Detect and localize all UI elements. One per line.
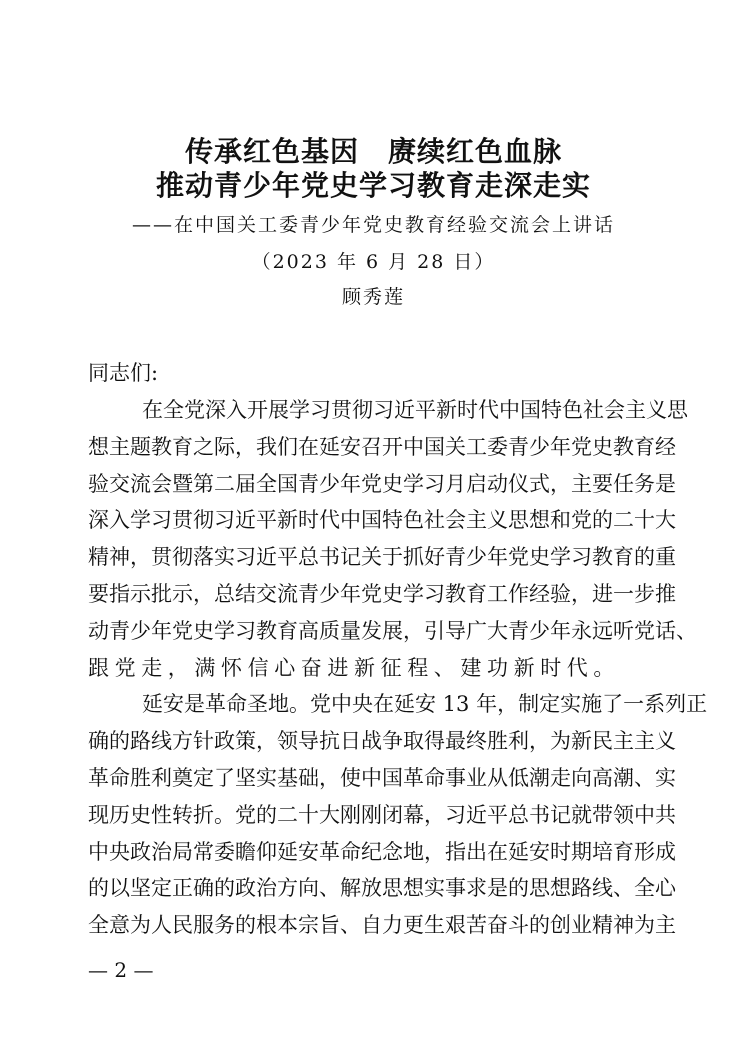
paragraph-line: 现历史性转折。党的二十大刚刚闭幕，习近平总书记就带领中共 (88, 803, 676, 827)
paragraph-line: 中央政治局常委瞻仰延安革命纪念地，指出在延安时期培育形成 (88, 840, 676, 864)
subtitle: ——在中国关工委青少年党史教育经验交流会上讲话 (131, 214, 615, 236)
paragraph-line: 验交流会暨第二届全国青少年党史学习月启动仪式，主要任务是 (88, 472, 676, 496)
paragraph-line: 要指示批示，总结交流青少年党史学习教育工作经验，进一步推 (88, 582, 676, 606)
paragraph-line: 想主题教育之际，我们在延安召开中国关工委青少年党史教育经 (88, 435, 676, 459)
speech-date: （2023 年 6 月 28 日） (251, 251, 496, 273)
paragraph-line: 的以坚定正确的政治方向、解放思想实事求是的思想路线、全心 (88, 876, 676, 900)
paragraph-line: 动青少年党史学习教育高质量发展，引导广大青少年永远听党话、 (88, 619, 697, 643)
page-number: — 2 — (88, 958, 154, 982)
author: 顾秀莲 (341, 286, 405, 308)
title-line-1: 传承红色基因 赓续红色血脉 (184, 135, 562, 168)
paragraph-line: 深入学习贯彻习近平新时代中国特色社会主义思想和党的二十大 (88, 508, 676, 532)
paragraph-line: 在全党深入开展学习贯彻习近平新时代中国特色社会主义思 (142, 398, 688, 422)
greeting: 同志们: (88, 361, 159, 385)
paragraph-line: 延安是革命圣地。党中央在延安 13 年，制定实施了一系列正 (142, 692, 708, 716)
paragraph-line: 精神，贯彻落实习近平总书记关于抓好青少年党史学习教育的重 (88, 545, 676, 569)
paragraph-line: 革命胜利奠定了坚实基础，使中国革命事业从低潮走向高潮、实 (88, 766, 676, 790)
paragraph-line: 确的路线方针政策，领导抗日战争取得最终胜利，为新民主主义 (88, 729, 676, 753)
paragraph-line: 全意为人民服务的根本宗旨、自力更生艰苦奋斗的创业精神为主 (88, 913, 676, 937)
paragraph-line: 跟党走，满怀信心奋进新征程、建功新时代。 (88, 656, 620, 680)
title-line-2: 推动青少年党史学习教育走深走实 (155, 169, 591, 202)
